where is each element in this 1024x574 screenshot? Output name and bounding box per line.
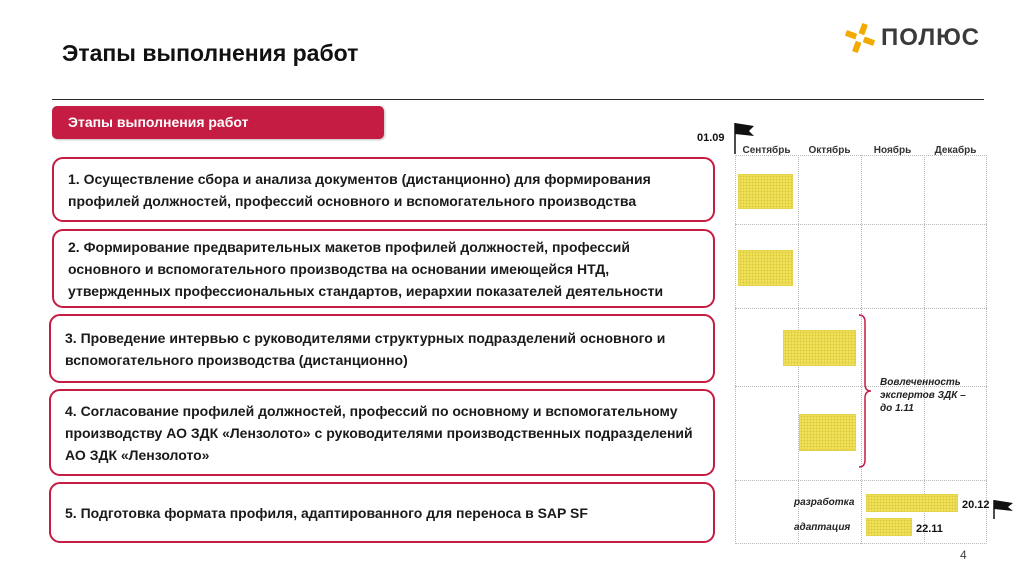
polyus-logo bbox=[845, 22, 980, 54]
stage-3-box bbox=[49, 314, 715, 383]
start-date-label: 01.09 bbox=[697, 132, 725, 144]
month-october: Октябрь bbox=[808, 145, 851, 156]
adaptation-end-date: 22.11 bbox=[916, 523, 943, 535]
gantt-bar-stage-1 bbox=[738, 174, 793, 209]
gantt-bar-adaptation bbox=[866, 518, 912, 536]
stage-2-box bbox=[52, 229, 715, 308]
title-divider bbox=[52, 99, 984, 100]
end-flag-icon bbox=[992, 498, 1016, 520]
month-november: Ноябрь bbox=[873, 145, 912, 156]
section-banner: Этапы выполнения работ bbox=[52, 106, 384, 139]
gantt-bar-stage-3 bbox=[783, 330, 856, 366]
stage-1-box bbox=[52, 157, 715, 222]
page-title: Этапы выполнения работ bbox=[62, 40, 359, 66]
expert-involvement-note: Вовлеченность экспертов ЗДК – до 1.11 bbox=[880, 377, 966, 414]
gantt-bar-development bbox=[866, 494, 958, 512]
logo-text: ПОЛЮС bbox=[881, 24, 980, 51]
development-end-date: 20.12 bbox=[962, 499, 990, 511]
stage-2-text: 2. Формирование предварительных макетов профилей должностей, профессий основного и вспомогательного производства на основании имеющейся НТД, утвержденных профессиональных стандартов, иерархии показателей деятельности bbox=[68, 238, 664, 299]
stage-1-text: 1. Осуществление сбора и анализа документов (дистанционно) для формирования профилей должностей, профессий основного и вспомогательного производства bbox=[68, 170, 651, 209]
brace-icon bbox=[857, 314, 873, 468]
development-label: разработка bbox=[794, 497, 855, 508]
page-number: 4 bbox=[960, 548, 967, 562]
gantt-bar-stage-4 bbox=[799, 414, 856, 451]
gantt-bar-stage-2 bbox=[738, 250, 793, 286]
gantt-row-divider bbox=[735, 308, 987, 309]
adaptation-label: адаптация bbox=[794, 522, 851, 533]
polyus-logo-icon bbox=[845, 23, 875, 53]
month-december: Декабрь bbox=[934, 145, 977, 156]
gantt-divider bbox=[924, 155, 925, 544]
stage-4-box bbox=[49, 389, 715, 476]
stage-5-box bbox=[49, 482, 715, 543]
stage-4-text: 4. Согласование профилей должностей, профессий по основному и вспомогательному производству АО ЗДК «Лензолото» с руководителями производственных подразделений АО ЗДК «Лензолото» bbox=[65, 402, 693, 463]
gantt-row-divider bbox=[735, 224, 987, 225]
stage-5-text: 5. Подготовка формата профиля, адаптированного для переноса в SAP SF bbox=[65, 504, 588, 521]
month-september: Сентябрь bbox=[742, 145, 791, 156]
gantt-row-divider bbox=[735, 480, 987, 481]
stage-3-text: 3. Проведение интервью с руководителями структурных подразделений основного и вспомогательного производства (дистанционно) bbox=[65, 329, 666, 368]
